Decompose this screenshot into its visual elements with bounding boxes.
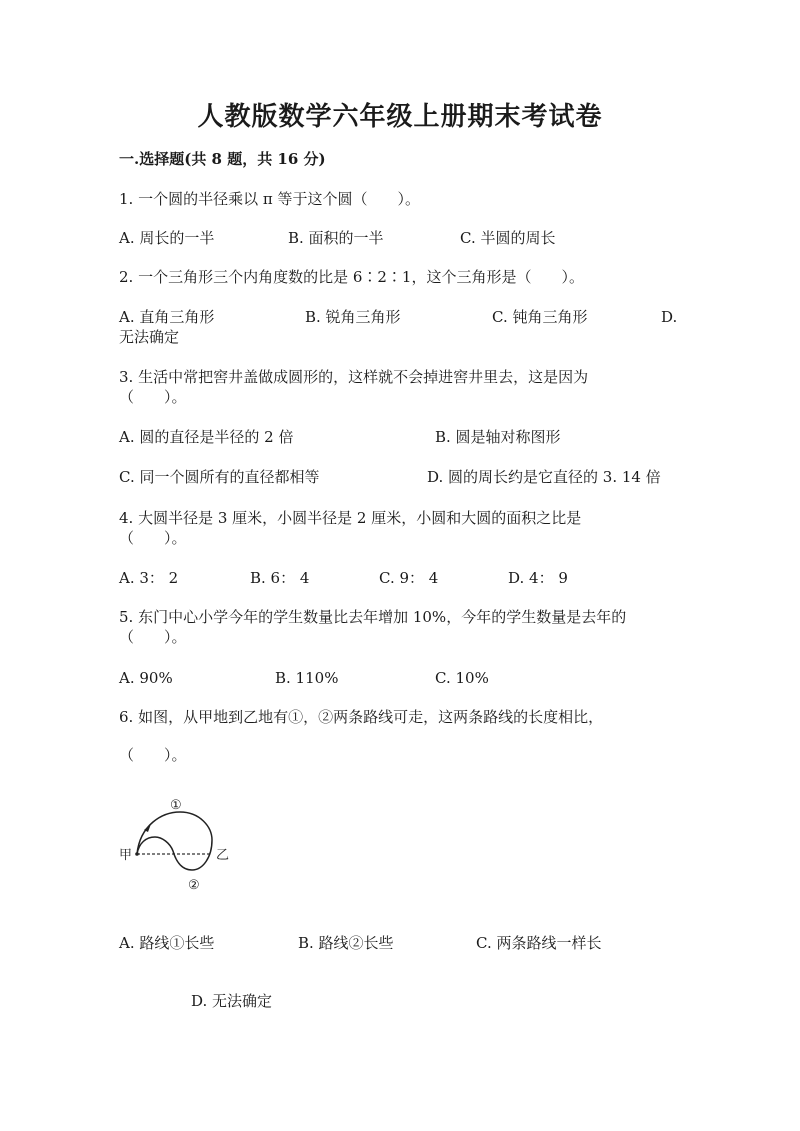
q4-option-a: A. 3： 2 [119, 569, 179, 587]
question-3-text: 3. 生活中常把窖井盖做成圆形的，这样就不会掉进窖井里去，这是因为 [119, 368, 589, 386]
q5-option-c: C. 10% [435, 669, 489, 687]
question-4-blank: （ ）。 [119, 529, 187, 547]
q4-option-b: B. 6： 4 [250, 569, 310, 587]
route-diagram [110, 795, 250, 900]
q2-option-d-label: D. [661, 308, 678, 326]
exam-title: 人教版数学六年级上册期末考试卷 [197, 102, 603, 132]
q4-option-c: C. 9： 4 [379, 569, 439, 587]
label-yi: 乙 [216, 848, 230, 863]
q6-option-c: C. 两条路线一样长 [476, 934, 602, 952]
question-2-text: 2. 一个三角形三个内角度数的比是 6∶2∶1，这个三角形是（ ）。 [119, 268, 584, 286]
q3-option-d: D. 圆的周长约是它直径的 3. 14 倍 [427, 468, 661, 486]
q6-option-b: B. 路线②长些 [298, 934, 394, 952]
label-route-2: ② [188, 878, 200, 893]
question-4-text: 4. 大圆半径是 3 厘米，小圆半径是 2 厘米，小圆和大圆的面积之比是 [119, 509, 582, 527]
route-1-path [137, 812, 212, 870]
q5-option-b: B. 110% [275, 669, 339, 687]
q1-option-c: C. 半圆的周长 [460, 229, 556, 247]
question-5-blank: （ ）。 [119, 628, 187, 646]
start-dot-icon [135, 852, 139, 856]
q6-option-d: D. 无法确定 [191, 992, 273, 1010]
q3-option-c: C. 同一个圆所有的直径都相等 [119, 468, 320, 486]
q4-option-d: D. 4： 9 [508, 569, 568, 587]
q5-option-a: A. 90% [119, 669, 173, 687]
q3-option-b: B. 圆是轴对称图形 [435, 428, 561, 446]
question-3-blank: （ ）。 [119, 388, 187, 406]
q2-option-c: C. 钝角三角形 [492, 308, 588, 326]
q1-option-b: B. 面积的一半 [288, 229, 384, 247]
q2-option-b: B. 锐角三角形 [305, 308, 401, 326]
label-jia: 甲 [119, 848, 133, 863]
section-heading: 一.选择题(共 8 题，共 16 分) [119, 150, 326, 168]
question-5-text: 5. 东门中心小学今年的学生数量比去年增加 10%，今年的学生数量是去年的 [119, 608, 627, 626]
q6-option-a: A. 路线①长些 [119, 934, 215, 952]
q1-option-a: A. 周长的一半 [119, 229, 215, 247]
q3-option-a: A. 圆的直径是半径的 2 倍 [119, 428, 294, 446]
label-route-1: ① [170, 798, 182, 813]
question-6-blank: （ ）。 [119, 746, 187, 764]
q2-option-d-text: 无法确定 [119, 328, 180, 346]
question-6-text: 6. 如图，从甲地到乙地有①，②两条路线可走，这两条路线的长度相比， [119, 708, 604, 726]
q2-option-a: A. 直角三角形 [119, 308, 215, 326]
question-1-text: 1. 一个圆的半径乘以 π 等于这个圆（ ）。 [119, 190, 420, 208]
